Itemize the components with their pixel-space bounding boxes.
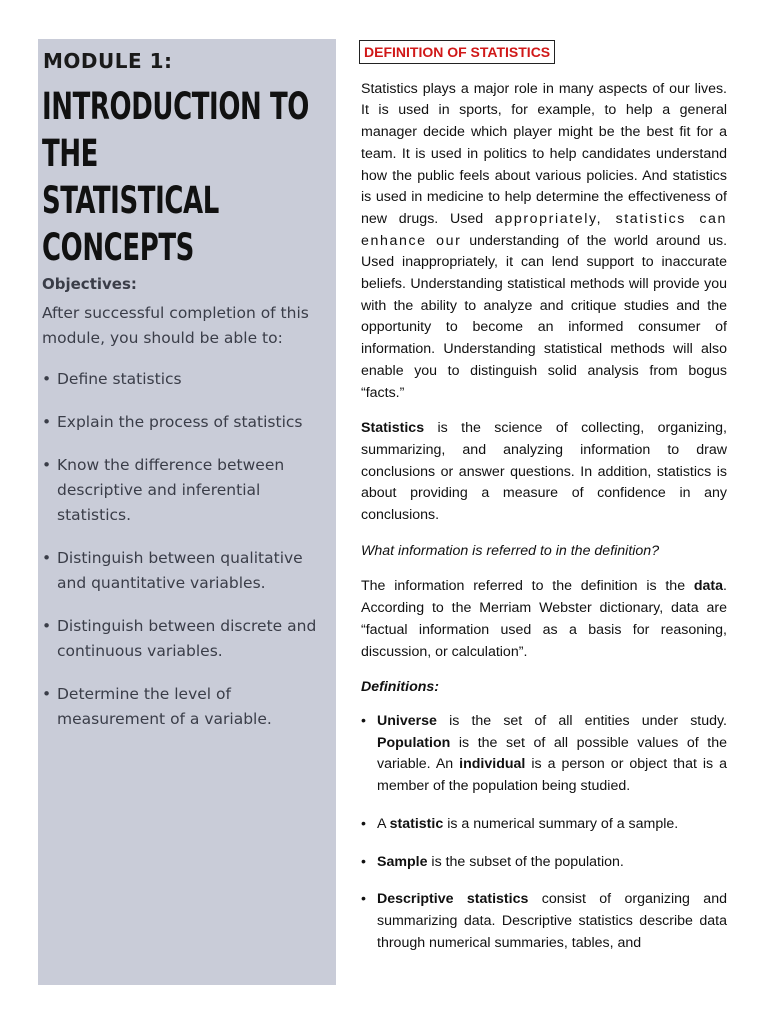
objective-text: Explain the process of statistics [57, 413, 303, 431]
objective-item [42, 614, 334, 664]
module-sidebar [38, 39, 336, 985]
intro-paragraph [361, 79, 727, 405]
bullet-icon: • [361, 853, 366, 870]
question-text [361, 541, 727, 563]
objective-item [42, 367, 334, 392]
bullet-icon: • [42, 456, 52, 474]
statistics-definition [361, 418, 727, 527]
objective-text: Determine the level of measurement of a variable. [57, 685, 272, 728]
definitions-list [361, 711, 727, 954]
bullet-icon: • [42, 413, 52, 431]
universe-def: is the set of all entities under study. [436, 712, 727, 729]
bullet-icon: • [361, 815, 366, 832]
definition-item-statistic [361, 814, 727, 836]
definitions-heading: Definitions: [361, 679, 440, 696]
intro-text-a: Statistics plays a major role in many aspects of our lives. It is used in sports, for example, to help a general manager decide which player might be the best fit for a team. It is used in politics to help candidates understand how the public feels about various policies. And statistics is used in medicine to help determine the effectiveness of new drugs. Used [361, 80, 727, 227]
bullet-icon: • [361, 891, 366, 908]
statistic-def: is a numerical summary of a sample. [443, 815, 679, 832]
intro-text-c: understanding of the world around us. Used inappropriately, it can lend support to inaccurate beliefs. Understanding statistical methods will provide you with the ability to analyze and critique studies and the opportunity to become an informed consumer of information. Understanding statistical methods will also enable you to distinguish solid analysis from bogus “facts.” [361, 232, 728, 401]
bullet-icon: • [42, 685, 52, 703]
definition-item-sample [361, 852, 727, 874]
population-def: is the set of all possible values of the variable. An [377, 734, 727, 773]
objective-text: Distinguish between discrete and continuous variables. [57, 617, 317, 660]
sample-def: is the subset of the population. [427, 853, 624, 870]
question-italic: What information is referred to in the definition? [361, 542, 660, 559]
sample-term: Sample [377, 853, 428, 870]
objective-item [42, 682, 334, 732]
module-title: INTRODUCTION TO THE STATISTICAL CONCEPTS [42, 85, 309, 269]
definition-item-descriptive [361, 889, 727, 954]
intro-text-b: appropriately, statistics can enhance our [361, 210, 728, 249]
module-label: MODULE 1: [43, 49, 173, 73]
statistics-definition-text: is the science of collecting, organizing, summarizing, and analyzing information to draw conclusions or answer questions. In addition, statistics is about providing a measure of confidence in any conclusions. [361, 420, 727, 524]
main-content [361, 40, 727, 970]
data-text-b: . According to the Merriam Webster dictionary, data are “factual information used as a basis for reasoning, discussion, or calculation”. [361, 578, 727, 660]
objective-text: Know the difference between descriptive and inferential statistics. [57, 456, 285, 524]
definitions-heading-line [361, 677, 727, 699]
statistic-pre: A [377, 815, 390, 832]
descriptive-def: consist of organizing and summarizing data. Descriptive statistics describe data through numerical summaries, tables, and [377, 891, 727, 951]
bullet-icon: • [42, 370, 52, 388]
descriptive-term: Descriptive statistics [377, 891, 529, 908]
objective-text: Define statistics [57, 370, 182, 388]
definition-item-universe [361, 711, 727, 798]
individual-term: individual [459, 756, 526, 773]
individual-def: is a person or object that is a member of the population being studied. [377, 756, 727, 795]
data-term: data [693, 578, 724, 595]
objective-item [42, 546, 334, 596]
bullet-icon: • [42, 617, 52, 635]
bullet-icon: • [361, 712, 366, 729]
statistics-term: Statistics [361, 420, 425, 437]
objective-item [42, 453, 334, 528]
objectives-intro: After successful completion of this module, you should be able to: [42, 304, 309, 347]
section-heading: DEFINITION OF STATISTICS [359, 40, 555, 64]
objective-text: Distinguish between qualitative and quantitative variables. [57, 549, 303, 592]
universe-term: Universe [377, 712, 437, 729]
objectives-heading: Objectives: [42, 275, 137, 293]
bullet-icon: • [42, 549, 52, 567]
data-text-a: The information referred to the definition is the [361, 578, 694, 595]
population-term: Population [377, 734, 451, 751]
objectives-list [42, 367, 334, 750]
data-paragraph [361, 576, 727, 663]
objective-item [42, 410, 334, 435]
statistic-term: statistic [389, 815, 444, 832]
